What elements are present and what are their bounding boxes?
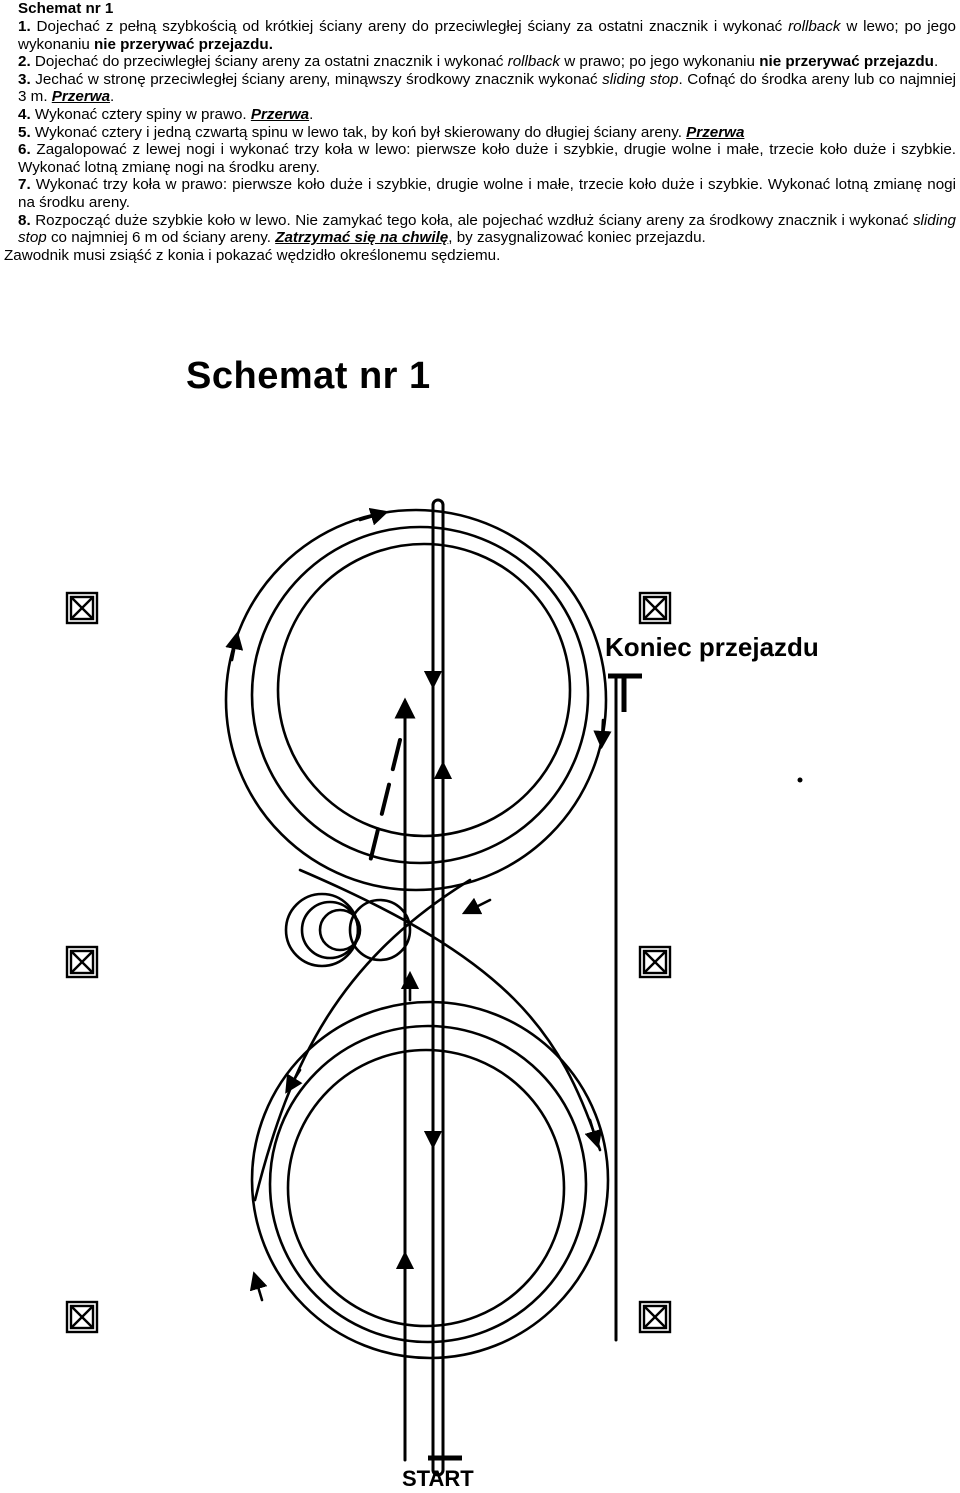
step-number: 5.	[18, 123, 31, 141]
step-number: 3.	[18, 70, 31, 88]
step-text: , by zasygnalizować koniec przejazdu.	[448, 229, 706, 247]
step-text: Jechać w stronę przeciwległej ściany areny, minąwszy środkowy znacznik wykonać	[35, 70, 603, 88]
boxed-x-marker-icon	[67, 1302, 97, 1332]
upper-circle-outer	[226, 510, 606, 890]
upper-circle-inner	[278, 544, 570, 836]
step-text: Rozpocząć duże szybkie koło w lewo. Nie zamykać tego koła, ale pojechać wzdłuż ściany areny za środkowy znacznik i wykonać	[35, 211, 913, 229]
step-number: 7.	[18, 176, 31, 194]
step-text: rollback	[788, 18, 841, 35]
backup-dashed-line	[368, 740, 400, 870]
arrow-lower-top	[290, 1070, 300, 1086]
step-text: Zatrzymać się na chwilę	[275, 229, 449, 247]
arrow-upper-right	[602, 720, 603, 740]
step-text: .	[110, 88, 115, 106]
dot-mark	[798, 778, 803, 783]
upper-circle-middle	[252, 527, 588, 863]
step-number: 2.	[18, 53, 31, 71]
step-text: Przerwa	[51, 88, 111, 106]
step-text: .	[309, 105, 314, 123]
step-text: w lewo; po jego wykonaniu	[18, 18, 956, 53]
arrow-lower-right	[590, 1120, 596, 1140]
boxed-x-marker-icon	[640, 1302, 670, 1332]
step-text: Wykonać cztery i jedną czwartą spinu w lewo tak, by koń był skierowany do długiej ściany areny.	[34, 123, 687, 141]
step-text: Wykonać trzy koła w prawo: pierwsze koło duże i szybkie, drugie wolne i małe, trzecie koło duże i szybkie. Wykonać lotną zmianę nogi na środku areny.	[18, 176, 956, 211]
step-text: nie przerywać przejazdu.	[93, 35, 273, 53]
step-text: Dojechać do przeciwległej ściany areny za ostatni znacznik i wykonać	[34, 53, 508, 71]
step-text: Wykonać cztery spiny w prawo.	[34, 105, 251, 123]
final-note: Zawodnik musi zsiąść z konia i pokazać wędzidło określonemu sędziemu.	[4, 246, 501, 264]
step-text: Zagalopować z lewej nogi i wykonać trzy koła w lewo: pierwsze koło duże i szybkie, drugie wolne i małe, trzecie koło duże i szybkie. Wykonać lotną zmianę nogi na środku areny.	[18, 141, 956, 176]
crossing-line-right	[300, 870, 600, 1150]
arrow-upper-bottom	[470, 900, 490, 910]
boxed-x-marker-icon	[67, 593, 97, 623]
end-label: Koniec przejazdu	[605, 632, 819, 662]
step-number: 6.	[18, 141, 31, 159]
boxed-x-marker-icon	[640, 593, 670, 623]
center-line-cap-bottom	[433, 1470, 443, 1475]
boxed-x-marker-icon	[67, 947, 97, 977]
document-title: Schemat nr 1	[18, 0, 114, 17]
boxed-x-marker-icon	[640, 947, 670, 977]
step-number: 8.	[18, 211, 31, 229]
step-text: Przerwa	[686, 123, 745, 141]
step-number: 4.	[18, 105, 31, 123]
step-text: . Cofnąć do środka areny lub co najmniej 3 m.	[18, 70, 957, 106]
spin-circle-1	[286, 894, 358, 966]
start-label: START	[402, 1466, 474, 1491]
scheme-title: Schemat nr 1	[186, 355, 431, 397]
step-text: sliding stop	[18, 211, 956, 247]
step-text: w prawo; po jego wykonaniu	[559, 53, 760, 71]
step-text: .	[933, 53, 939, 71]
arrow-lower-left	[256, 1280, 262, 1300]
step-text: rollback	[507, 53, 560, 71]
step-number: 1.	[18, 18, 31, 35]
step-text: Dojechać z pełną szybkością od krótkiej ściany areny do przeciwległej ściany za ostatni znacznik i wykonać	[36, 18, 789, 35]
step-text: Przerwa	[250, 105, 310, 123]
step-text: sliding stop	[602, 70, 679, 88]
step-text: co najmniej 6 m od ściany areny.	[46, 229, 276, 247]
lower-circle-middle	[270, 1026, 586, 1342]
center-line-cap-top	[433, 500, 443, 505]
step-text: nie przerywać przejazdu	[759, 53, 934, 71]
lower-circle-inner	[288, 1050, 564, 1326]
